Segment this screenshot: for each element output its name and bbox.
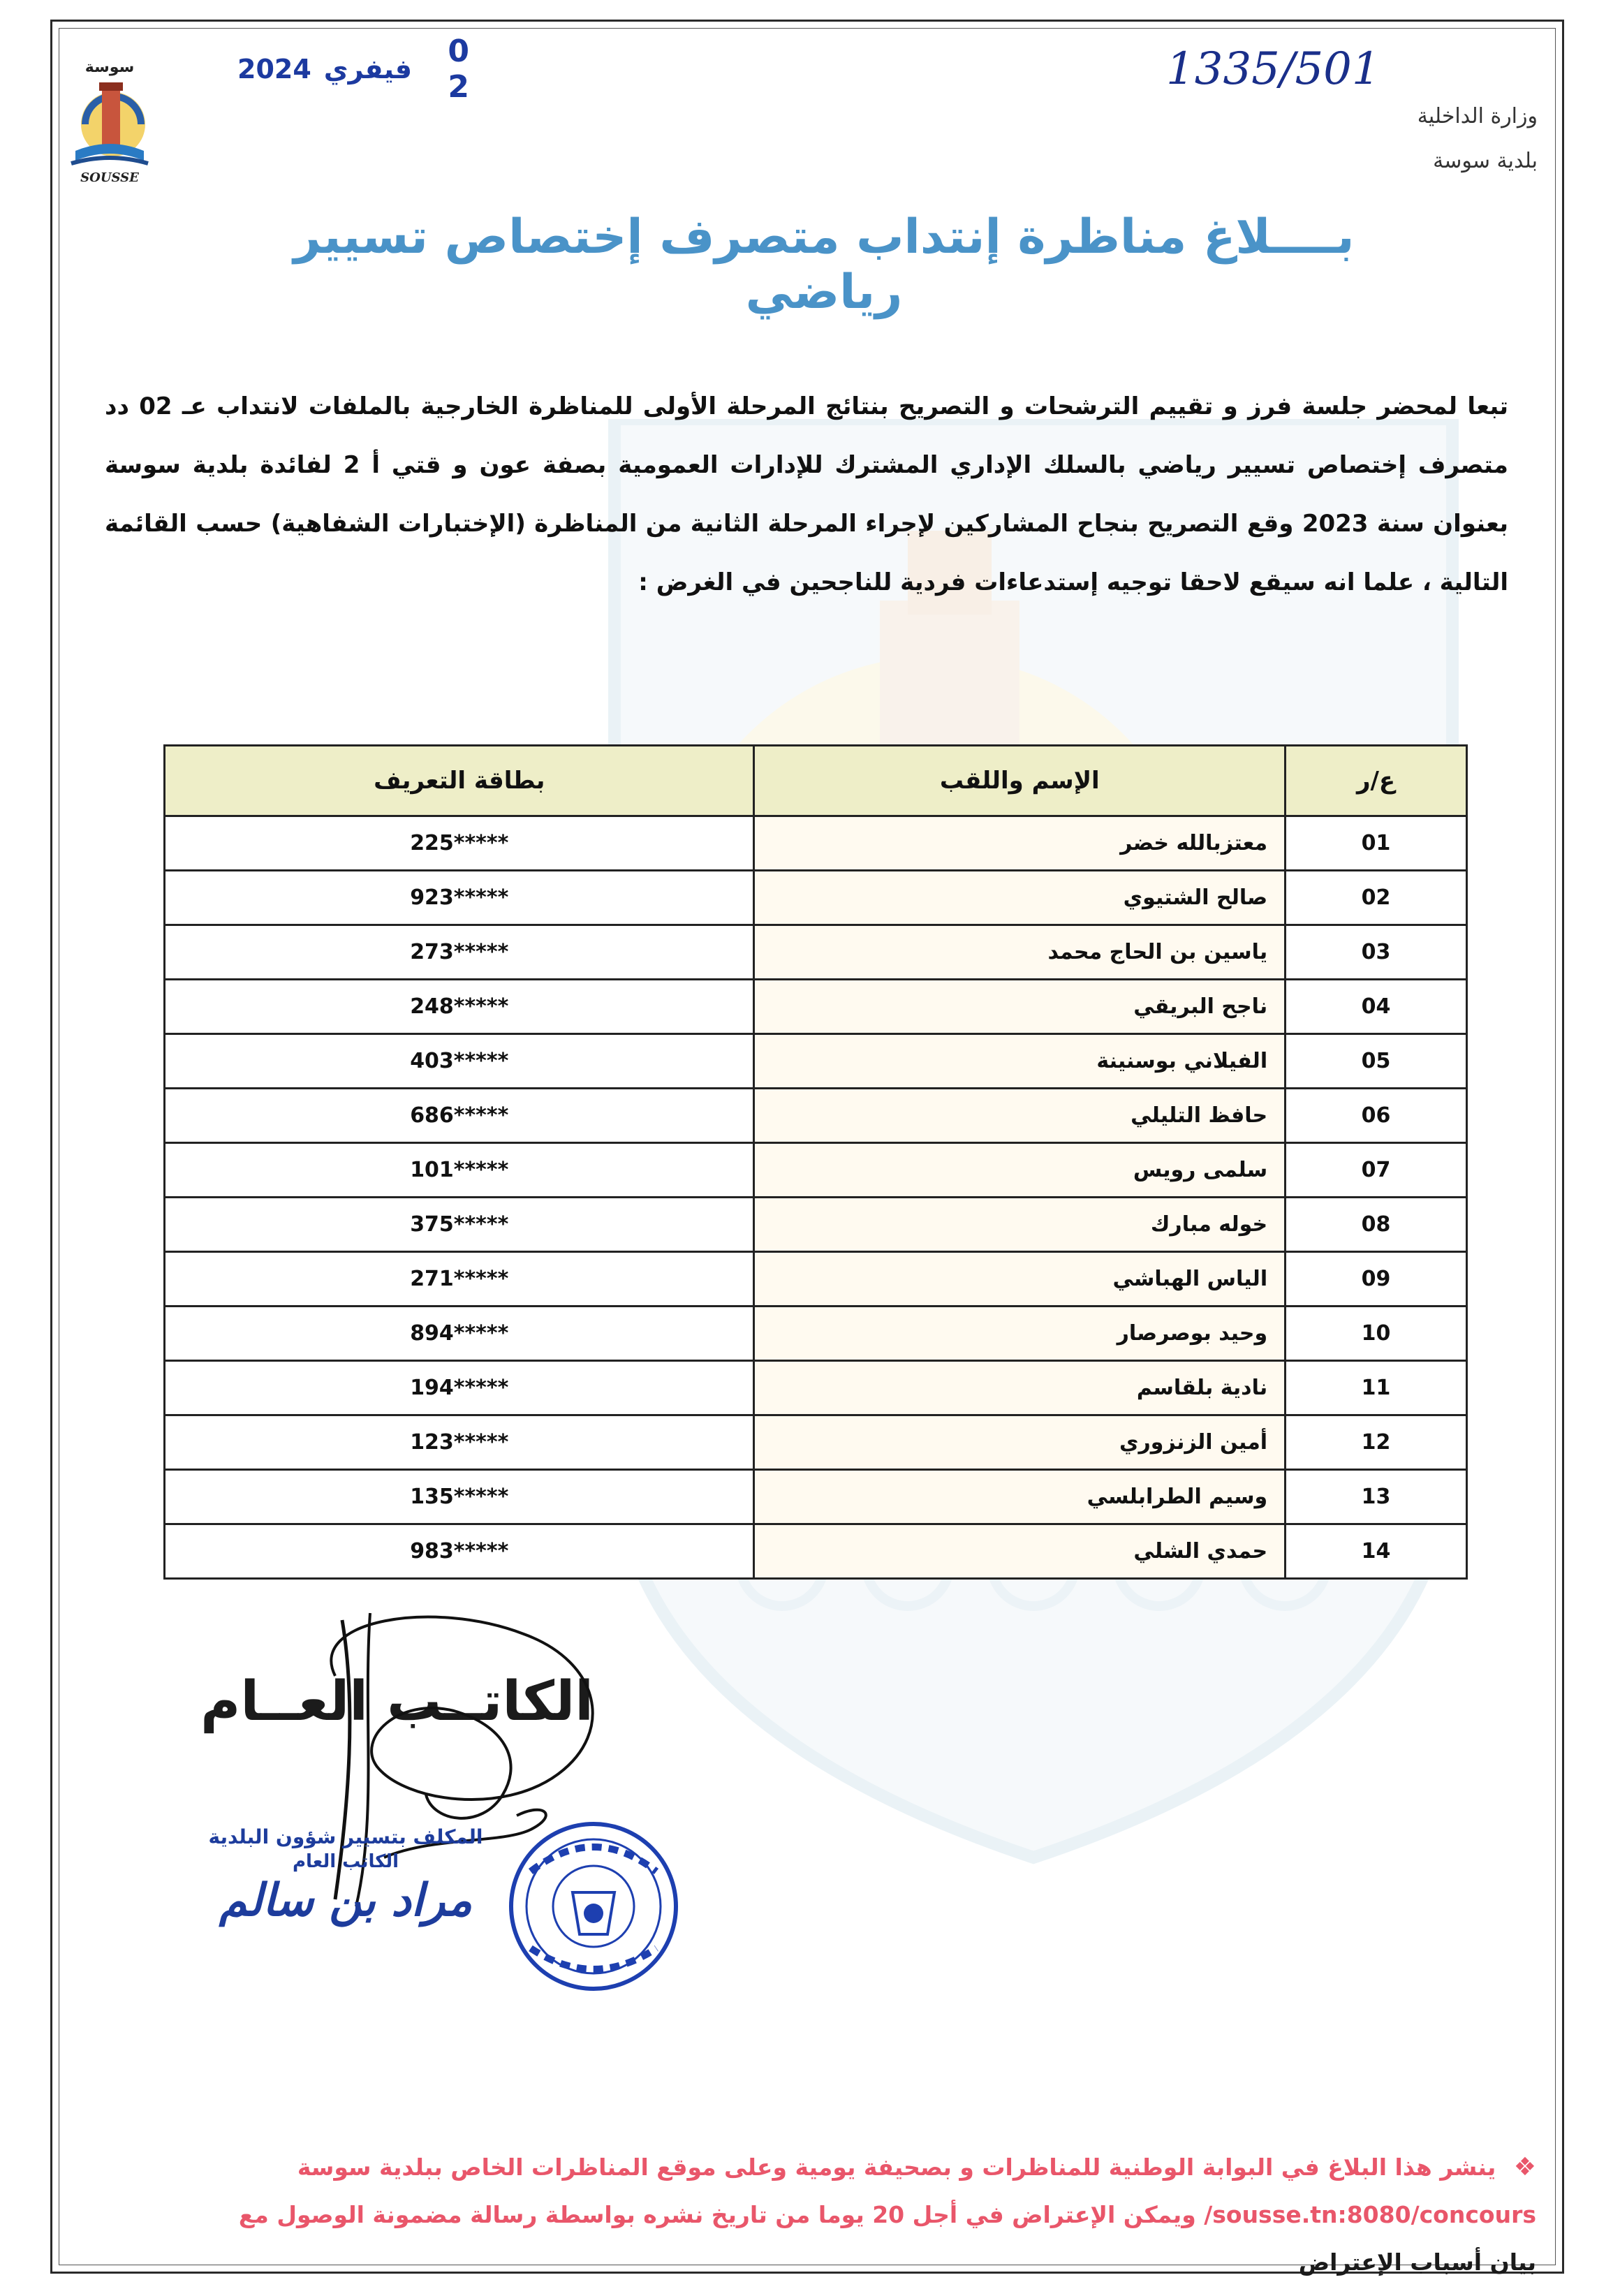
cell-name: أمين الزنزوري: [754, 1415, 1286, 1470]
cell-rank: 11: [1286, 1361, 1467, 1415]
date-year: 2024: [237, 54, 311, 84]
cell-id: 894*****: [165, 1307, 754, 1361]
cell-rank: 08: [1286, 1198, 1467, 1252]
date-day: 0 2: [448, 34, 475, 105]
notice-text-1: ينشر هذا البلاغ في البوابة الوطنية للمناظرات و بصحيفة يومية وعلى موقع المناظرات الخاص ببلدية سوسة: [297, 2154, 1496, 2181]
cell-name: ياسين بن الحاج محمد: [754, 925, 1286, 980]
table-row: [165, 1470, 1467, 1524]
cell-name: سلمى رويس: [754, 1143, 1286, 1198]
cell-id: 983*****: [165, 1524, 754, 1579]
cell-name: الفيلاني بوسنينة: [754, 1034, 1286, 1089]
signer-block: [182, 1824, 510, 1929]
cell-name: ناجح البريقي: [754, 980, 1286, 1034]
header-name: الإسم واللقب: [754, 746, 1286, 816]
publication-notice: [98, 2144, 1536, 2286]
signature-title: الكاتــب العــام: [200, 1670, 594, 1733]
notice-line-1: [98, 2144, 1536, 2191]
header-rank: ع/ر: [1286, 746, 1467, 816]
reference-text: 1335/501: [1166, 43, 1380, 95]
cell-name: نادية بلقاسم: [754, 1361, 1286, 1415]
cell-rank: 12: [1286, 1415, 1467, 1470]
cell-id: 686*****: [165, 1089, 754, 1143]
results-table: [163, 744, 1468, 1580]
cell-id: 403*****: [165, 1034, 754, 1089]
notice-line-3: بيان أسباب الإعتراض: [1298, 2249, 1536, 2276]
logo-caption: SOUSSE: [80, 170, 139, 185]
cell-id: 273*****: [165, 925, 754, 980]
cell-id: 271*****: [165, 1252, 754, 1307]
page-title: بــــلاغ مناظرة إنتداب متصرف إختصاص تسيير رياضي: [293, 209, 1355, 320]
table-row: [165, 1198, 1467, 1252]
cell-rank: 13: [1286, 1470, 1467, 1524]
cell-name: معتزبالله خضر: [754, 816, 1286, 871]
signer-name: مراد بن سالم: [219, 1875, 473, 1927]
cell-rank: 09: [1286, 1252, 1467, 1307]
cell-name: حافظ التليلي: [754, 1089, 1286, 1143]
table-row: [165, 871, 1467, 925]
municipality-name: بلدية سوسة: [1433, 149, 1538, 173]
cell-id: 123*****: [165, 1415, 754, 1470]
table-row: [165, 1524, 1467, 1579]
cell-name: صالح الشتيوي: [754, 871, 1286, 925]
cell-id: 194*****: [165, 1361, 754, 1415]
date-stamp: [237, 34, 475, 105]
cell-name: حمدي الشلي: [754, 1524, 1286, 1579]
cell-id: 225*****: [165, 816, 754, 871]
table-row: [165, 1415, 1467, 1470]
table-row: [165, 1034, 1467, 1089]
notice-line-2: sousse.tn:8080/concours/ ويمكن الإعتراض في أجل 20 يوما من تاريخ نشره بواسطة رسالة مضمونة الوصول مع: [238, 2201, 1536, 2228]
header-id: بطاقة التعريف: [165, 746, 754, 816]
cell-rank: 04: [1286, 980, 1467, 1034]
notice-bullet: ❖: [1513, 2153, 1536, 2181]
cell-id: 923*****: [165, 871, 754, 925]
cell-name: وحيد بوصرصار: [754, 1307, 1286, 1361]
cell-rank: 02: [1286, 871, 1467, 925]
table-row: [165, 816, 1467, 871]
signer-role-secondary: الكاتب العام: [292, 1851, 399, 1872]
table-header-row: [165, 746, 1467, 816]
signer-role: المكلف بتسيير شؤون البلدية: [208, 1825, 483, 1848]
ministry-name: وزارة الداخلية: [1417, 104, 1538, 128]
results-body: [165, 816, 1467, 1579]
cell-name: خوله مبارك: [754, 1198, 1286, 1252]
cell-rank: 06: [1286, 1089, 1467, 1143]
official-seal: [503, 1816, 684, 1997]
table-row: [165, 1143, 1467, 1198]
cell-rank: 14: [1286, 1524, 1467, 1579]
ministry-header: [1244, 94, 1538, 184]
table-row: [165, 1361, 1467, 1415]
date-month: فيفري: [323, 54, 412, 84]
table-row: [165, 1252, 1467, 1307]
logo-top-text: سوسة: [84, 59, 135, 76]
cell-name: وسيم الطرابلسي: [754, 1470, 1286, 1524]
table-row: [165, 1307, 1467, 1361]
cell-id: 375*****: [165, 1198, 754, 1252]
cell-rank: 01: [1286, 816, 1467, 871]
intro-paragraph: تبعا لمحضر جلسة فرز و تقييم الترشحات و التصريح بنتائج المرحلة الأولى للمناظرة الخارجية بالملفات لانتداب عـ 02 دد متصرف إختصاص تسيير رياضي بالسلك الإداري المشترك للإدارات العمومية بصفة عون و قتي أ 2 لفائدة بلدية سوسة بعنوان سنة 2023 وقع التصريح بنجاح المشاركين لإجراء المرحلة الثانية من المناظرة (الإختبارات الشفاهية) حسب القائمة التالية ، علما انه سيقع لاحقا توجيه إستدعاءات فردية للناجحين في الغرض :: [105, 392, 1509, 596]
cell-rank: 03: [1286, 925, 1467, 980]
table-row: [165, 1089, 1467, 1143]
cell-id: 135*****: [165, 1470, 754, 1524]
cell-name: الياس الهباشي: [754, 1252, 1286, 1307]
table-row: [165, 925, 1467, 980]
cell-id: 248*****: [165, 980, 754, 1034]
cell-rank: 05: [1286, 1034, 1467, 1089]
cell-rank: 10: [1286, 1307, 1467, 1361]
cell-id: 101*****: [165, 1143, 754, 1198]
cell-rank: 07: [1286, 1143, 1467, 1198]
table-row: [165, 980, 1467, 1034]
